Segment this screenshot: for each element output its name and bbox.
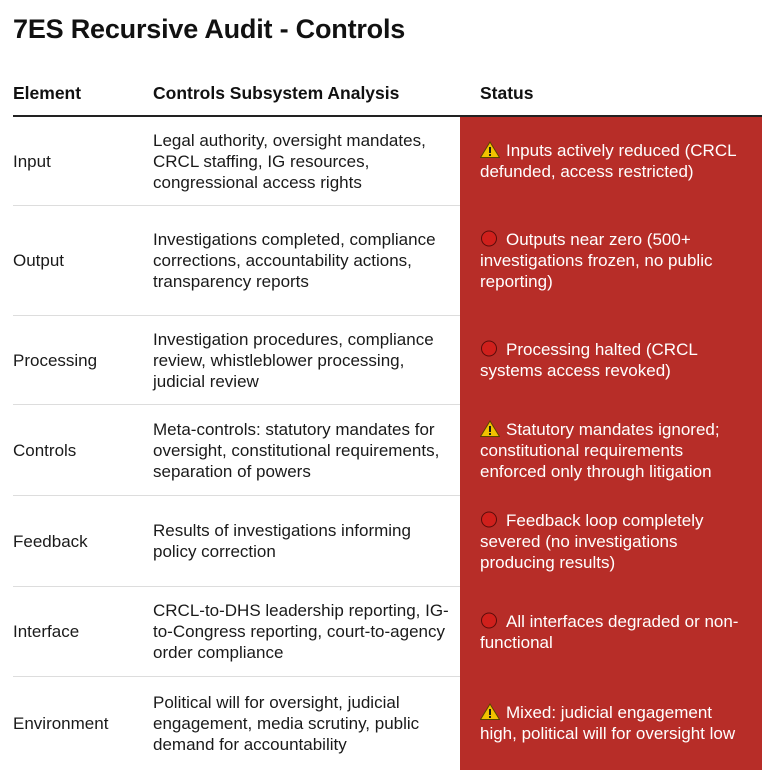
status-cell [460,206,762,316]
red-circle-icon [480,340,500,357]
table-row [13,496,762,587]
analysis-cell: Legal authority, oversight mandates, CRCL staffing, IG resources, congressional access rights [153,116,460,206]
status-cell [460,405,762,496]
status-cell [460,316,762,405]
status-text: Statutory mandates ignored; constitutional requirements enforced only through litigation [480,419,720,481]
page-title: 7ES Recursive Audit - Controls [13,14,406,44]
status-text: Mixed: judicial engagement high, political will for oversight low [480,703,736,743]
table-row [13,587,762,677]
status-cell [460,677,762,770]
analysis-cell: Political will for oversight, judicial engagement, media scrutiny, public demand for accountability [153,692,420,754]
table-row [13,405,762,496]
element-cell: Controls [13,405,153,496]
audit-table [13,72,762,770]
table-row [13,206,762,316]
status-text: Inputs actively reduced (CRCL defunded, access restricted) [480,141,736,181]
element-cell: Output [13,206,153,316]
red-circle-icon [480,511,500,528]
warning-icon [480,703,500,720]
element-cell: Interface [13,587,153,677]
status-cell [460,587,762,677]
header-element: Element [13,72,153,116]
status-text: Processing halted (CRCL systems access revoked) [480,340,698,380]
element-cell: Feedback [13,496,153,587]
warning-icon [480,141,500,158]
status-cell [460,496,762,587]
table-header-row [13,72,762,116]
analysis-cell: Investigation procedures, compliance review, whistleblower processing, judicial review [153,316,460,405]
header-analysis: Controls Subsystem Analysis [153,72,460,116]
analysis-cell: Investigations completed, compliance corrections, accountability actions, transparency reports [153,206,460,316]
analysis-cell: Meta-controls: statutory mandates for oversight, constitutional requirements, separation of powers [153,405,460,496]
header-status: Status [460,72,762,116]
red-circle-icon [480,230,500,247]
table-row [13,116,762,206]
red-circle-icon [480,612,500,629]
element-cell: Environment [13,713,109,733]
table-row [13,316,762,405]
status-cell [460,116,762,206]
element-cell: Input [13,116,153,206]
status-text: All interfaces degraded or non-functional [480,611,739,652]
warning-icon [480,420,500,437]
status-text: Outputs near zero (500+ investigations frozen, no public reporting) [480,230,713,291]
element-cell: Processing [13,316,153,405]
analysis-cell: CRCL-to-DHS leadership reporting, IG-to-Congress reporting, court-to-agency order compliance [153,587,460,677]
analysis-cell: Results of investigations informing policy correction [153,496,460,587]
status-text: Feedback loop completely severed (no investigations producing results) [480,510,704,572]
table-row [13,677,762,770]
